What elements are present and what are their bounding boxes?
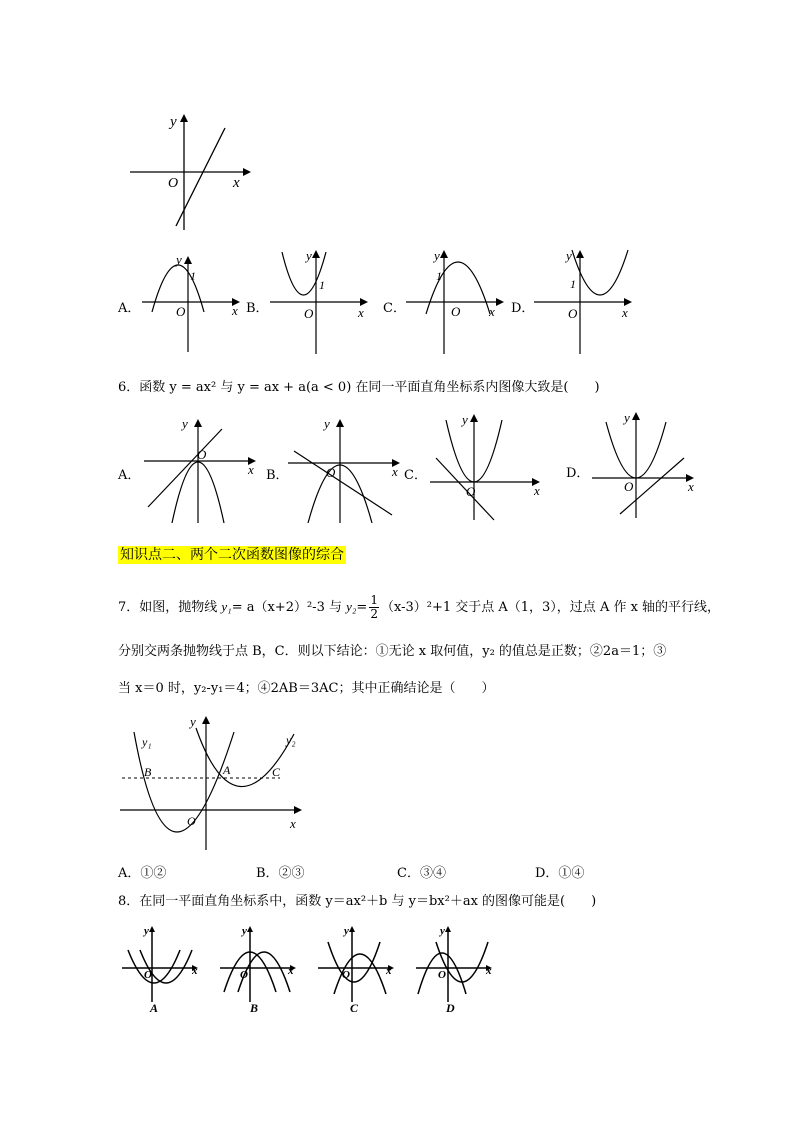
q8-b-o: O xyxy=(240,969,248,981)
q6-option-d-graph[interactable] xyxy=(588,408,710,520)
q7-line1-b: = a（x+2）²-3 与 xyxy=(231,600,347,615)
q8-option-c-graph[interactable] xyxy=(314,922,400,1016)
q8-b-x: x xyxy=(288,965,294,977)
q5-option-a-letter[interactable]: A． xyxy=(118,301,141,316)
q5-c-y: y xyxy=(434,248,440,263)
q5-option-c-letter[interactable]: C． xyxy=(383,301,406,316)
q5-d-x: x xyxy=(622,305,628,320)
q7-origin: O xyxy=(187,814,196,828)
q6-option-b-graph[interactable] xyxy=(284,415,406,525)
q7-option-c[interactable]: C．③④ xyxy=(397,866,446,881)
q7-line1-c: = xyxy=(356,600,368,615)
q8-b-letter: B xyxy=(250,1001,259,1015)
q8-c-x: x xyxy=(386,965,392,977)
q6-c-x: x xyxy=(534,483,540,498)
q5-option-b-letter[interactable]: B． xyxy=(246,301,269,316)
q6-stem: 6．函数 y = ax² 与 y = ax + a(a < 0) 在同一平面直角坐标系内图像大致是( ) xyxy=(118,380,600,395)
q7-option-a[interactable]: A．①② xyxy=(118,866,167,881)
q7-y2: y₂ xyxy=(346,599,357,614)
q6-b-x: x xyxy=(392,464,398,479)
q5-c-x: x xyxy=(489,304,495,319)
q7-line1 xyxy=(118,594,720,621)
q5-b-y: y xyxy=(306,248,312,263)
q7-line3: 当 x＝0 时，y₂-y₁＝4；④2AB＝3AC；其中正确结论是（ ） xyxy=(118,681,495,696)
q7-option-d[interactable]: D．①④ xyxy=(535,866,585,881)
q7-frac-den: 2 xyxy=(370,607,378,621)
q7-option-b[interactable]: B．②③ xyxy=(256,866,305,881)
section-heading xyxy=(118,544,346,564)
q6-option-a-letter[interactable]: A． xyxy=(118,468,141,483)
q8-d-letter: D xyxy=(446,1001,455,1015)
q6-c-o: O xyxy=(466,484,476,499)
q8-stem: 8．在同一平面直角坐标系中，函数 y＝ax²＋b 与 y＝bx²＋ax 的图像可能是( ) xyxy=(118,894,597,909)
q5-a-y: y xyxy=(176,252,182,267)
q5-a-one: 1 xyxy=(190,269,196,283)
q6-option-a-graph[interactable] xyxy=(140,415,262,525)
q6-option-c-graph[interactable] xyxy=(426,410,548,522)
q8-d-y: y xyxy=(440,925,445,937)
q8-d-o: O xyxy=(438,969,446,981)
q6-b-y: y xyxy=(324,416,330,431)
q5-a-x: x xyxy=(232,303,238,318)
q8-b-y: y xyxy=(242,925,247,937)
y-axis-label: y xyxy=(170,114,177,130)
q5-option-c-graph[interactable] xyxy=(404,246,509,356)
q8-d-x: x xyxy=(486,965,492,977)
q7-graph xyxy=(118,712,308,852)
x-axis-label: x xyxy=(233,175,240,191)
q8-c-o: O xyxy=(342,969,350,981)
q5-a-o: O xyxy=(176,304,186,319)
q6-d-y: y xyxy=(624,410,630,425)
q8-a-y: y xyxy=(144,925,149,937)
q7-point-b: B xyxy=(144,765,152,779)
q7-x: x xyxy=(290,816,296,831)
q5-d-y: y xyxy=(566,248,572,263)
top-line-graph xyxy=(125,108,255,233)
q6-d-o: O xyxy=(624,479,634,494)
q8-c-y: y xyxy=(344,925,349,937)
q6-option-d-letter[interactable]: D． xyxy=(566,466,590,481)
q8-option-a-graph[interactable] xyxy=(118,922,204,1016)
q7-point-a: A xyxy=(223,763,231,777)
q7-frac-num: 1 xyxy=(370,593,378,607)
q5-option-d-graph[interactable] xyxy=(532,246,637,356)
q6-option-b-letter[interactable]: B． xyxy=(266,468,289,483)
q7-line1-d: （x-3）²+1 交于点 A（1，3），过点 A 作 x 轴的平行线， xyxy=(380,600,721,615)
q5-d-one: 1 xyxy=(570,277,576,291)
q8-option-b-graph[interactable] xyxy=(216,922,302,1016)
q6-b-o: O xyxy=(326,465,336,480)
q7-line1-a: 7．如图，抛物线 xyxy=(118,600,222,615)
q7-line2: 分别交两条抛物线于点 B，C．则以下结论：①无论 x 取何值，y₂ 的值总是正数；②2a＝1；③ xyxy=(118,644,667,659)
q6-a-y: y xyxy=(182,416,188,431)
q8-a-letter: A xyxy=(150,1001,159,1015)
q5-option-b-graph[interactable] xyxy=(268,246,373,356)
q7-y: y xyxy=(190,714,196,729)
q5-b-o: O xyxy=(304,306,314,321)
q5-c-one: 1 xyxy=(436,269,442,283)
q8-c-letter: C xyxy=(350,1001,359,1015)
section-title: 知识点二、两个二次函数图像的综合 xyxy=(120,547,344,563)
q8-option-d-graph[interactable] xyxy=(412,922,498,1016)
q6-d-x: x xyxy=(688,479,694,494)
q7-point-c: C xyxy=(272,765,281,779)
q8-a-x: x xyxy=(192,965,198,977)
q7-y1-label: y₁ xyxy=(142,735,152,749)
q5-b-one: 1 xyxy=(319,278,325,292)
origin-label: O xyxy=(168,176,179,191)
q6-c-y: y xyxy=(462,412,468,427)
q6-a-o: O xyxy=(197,447,207,462)
q5-d-o: O xyxy=(568,306,578,321)
q6-option-c-letter[interactable]: C． xyxy=(404,468,427,483)
q5-option-d-letter[interactable]: D． xyxy=(511,301,535,316)
q5-b-x: x xyxy=(358,305,364,320)
q5-option-a-graph[interactable] xyxy=(140,252,245,354)
q6-a-x: x xyxy=(248,462,254,477)
q8-a-o: O xyxy=(144,969,152,981)
q7-y2-label: y₂ xyxy=(286,733,296,747)
q7-fraction xyxy=(369,594,379,621)
q7-y1: y₁ xyxy=(221,599,232,614)
q5-c-o: O xyxy=(451,304,461,319)
